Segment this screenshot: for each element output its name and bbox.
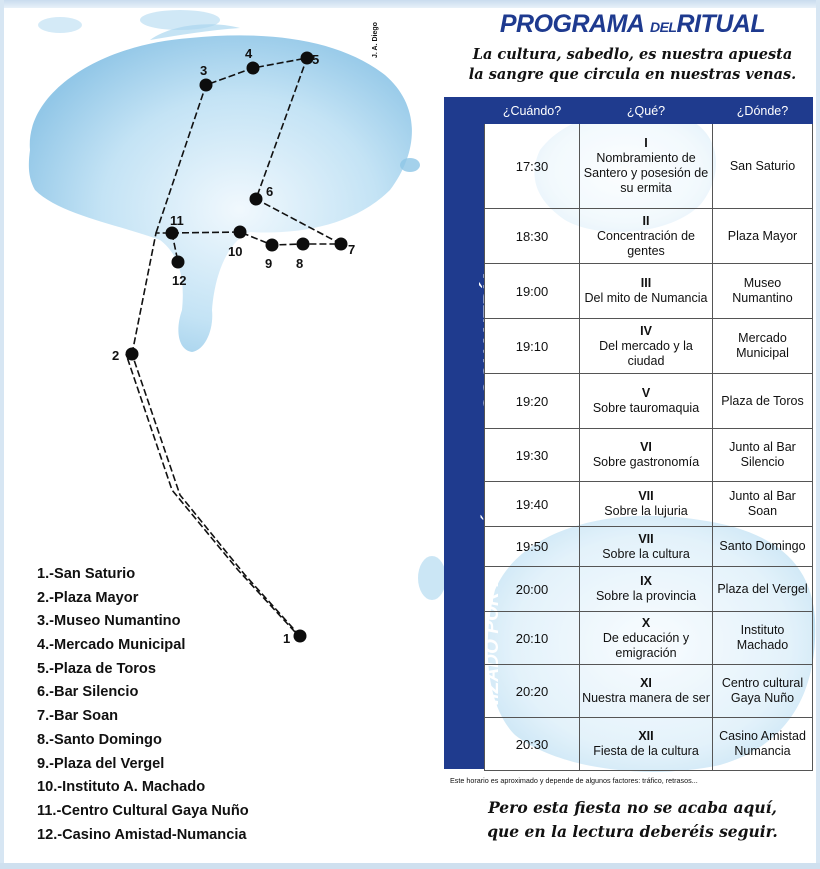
schedule-place: Mercado Municipal [713,319,813,374]
activity-description: Sobre la provincia [595,589,697,603]
schedule-time: 20:10 [485,612,580,665]
stop-number: 6 [266,184,274,199]
route-segment [172,232,341,245]
schedule-activity [580,527,713,567]
side-banner [444,97,484,769]
schedule-row [485,209,813,264]
legend-item: 3.-Museo Numantino [37,613,181,630]
activity-description: Del mito de Numancia [584,291,708,305]
schedule-place: Plaza Mayor [713,209,813,264]
route-segment [156,58,341,244]
legend-item: 9.-Plaza del Vergel [37,755,165,772]
schedule-activity [580,612,713,665]
window-bottom-edge [0,863,820,869]
schedule-row [485,124,813,209]
schedule-time: 20:00 [485,567,580,612]
activity-number: X [641,615,651,630]
schedule-time: 19:30 [485,429,580,482]
activity-number: XII [638,729,654,743]
legend-item: 5.-Plaza de Toros [37,660,156,677]
activity-number: V [641,386,651,400]
activity-number: VI [640,440,652,454]
stop-number: 2 [112,348,120,363]
schedule-row [485,319,813,374]
closing-text [445,796,820,844]
stop-marker [294,630,307,643]
schedule-activity [580,665,713,718]
legend-item: 7.-Bar Soan [37,708,119,725]
activity-number: XI [640,676,652,690]
activity-description: Nuestra manera de ser [582,691,710,705]
stop-marker [250,193,263,206]
legend-item: 2.-Plaza Mayor [37,589,139,606]
activity-number: IX [640,574,652,588]
activity-description: Sobre la lujuria [604,504,688,518]
schedule-time: 20:30 [485,718,580,771]
schedule-time: 19:00 [485,264,580,319]
stop-marker [234,226,247,239]
stop-marker [172,256,185,269]
stop-number: 5 [312,52,320,67]
side-banner-text-main: AMENIZADO POR LAS MÚSICAS DE: [482,411,503,755]
schedule-row [485,264,813,319]
stop-number: 11 [170,213,184,228]
schedule-place: San Saturio [713,124,813,209]
stop-marker [266,239,279,252]
legend-item: 4.-Mercado Municipal [37,637,186,654]
activity-description: De educación y emigración [602,630,690,660]
subtitle-line-1: La cultura, sabedlo, es nuestra apuesta [472,46,793,63]
schedule-row [485,612,813,665]
stop-number: 1 [283,631,291,646]
activity-number: II [642,213,650,228]
activity-number: VII [638,489,654,503]
stop-marker [200,79,213,92]
legend-item: 12.-Casino Amistad-Numancia [37,826,247,843]
schedule-time: 17:30 [485,124,580,209]
activity-number: III [640,276,652,290]
column-header-when: ¿Cuándo? [485,98,580,124]
activity-description: Sobre la cultura [602,546,690,561]
schedule-place: Junto al Bar Soan [713,482,813,527]
page-title [445,10,820,39]
schedule-time: 18:30 [485,209,580,264]
schedule-place: Santo Domingo [713,527,813,567]
stop-number: 4 [245,46,253,61]
legend-item: 1.-San Saturio [37,566,136,582]
schedule-activity [580,429,713,482]
title-part-del: DEL [649,19,677,35]
schedule-place: Centro cultural Gaya Nuño [713,665,813,718]
schedule-time: 19:50 [485,527,580,567]
title-part-ritual: RITUAL [676,10,766,38]
schedule-place: Plaza de Toros [713,374,813,429]
schedule-activity [580,567,713,612]
schedule-place: Plaza del Vergel [713,567,813,612]
schedule-row [485,374,813,429]
map-legend [37,563,249,847]
schedule-time: 19:40 [485,482,580,527]
schedule-activity [580,319,713,374]
schedule-time: 19:20 [485,374,580,429]
stop-number: 12 [172,273,187,288]
activity-number: VII [638,531,654,546]
closing-line-2: que en la lectura deberéis seguir. [487,822,778,841]
schedule-place: Casino Amistad Numancia [713,718,813,771]
activity-number: IV [640,323,652,338]
schedule-activity [580,209,713,264]
schedule-time: 20:20 [485,665,580,718]
schedule-place: Junto al Bar Silencio [713,429,813,482]
map-credit: J. A. Diego [372,22,379,58]
legend-item: 8.-Santo Domingo [37,731,162,748]
schedule-place: Instituto Machado [713,612,813,665]
schedule-row [485,665,813,718]
schedule-row [485,567,813,612]
stop-marker [335,238,348,251]
stop-marker [297,238,310,251]
route-segment [132,233,172,354]
schedule-row [485,718,813,771]
schedule-note: Este horario es aproximado y depende de algunos factores: tráfico, retrasos... [450,776,698,785]
activity-description: Nombramiento de Santero y posesión de su ermita [583,151,709,195]
route-path [126,58,341,636]
schedule-activity [580,482,713,527]
side-banner-text-band: SOCHANTRÍA [480,270,503,412]
stop-number: 3 [200,63,208,78]
schedule-row [485,527,813,567]
legend-item: 6.-Bar Silencio [37,684,139,701]
schedule-place: Museo Numantino [713,264,813,319]
stop-marker [126,348,139,361]
schedule-table [484,97,813,771]
schedule-activity [580,124,713,209]
activity-description: Sobre tauromaquia [592,401,700,415]
closing-line-1: Pero esta fiesta no se acaba aquí, [488,798,777,817]
column-header-where: ¿Dónde? [713,98,813,124]
stop-number: 10 [228,244,243,259]
stop-marker [166,227,179,240]
schedule-row [485,429,813,482]
title-part-programa: PROGRAMA [499,10,644,38]
activity-number: I [644,136,648,150]
column-header-what: ¿Qué? [580,98,713,124]
legend-item: 10.-Instituto A. Machado [37,779,206,796]
stop-number: 7 [348,242,356,257]
schedule-activity [580,264,713,319]
schedule-time: 19:10 [485,319,580,374]
schedule-activity [580,374,713,429]
stop-number: 9 [265,256,273,271]
legend-item: 11.-Centro Cultural Gaya Nuño [37,802,249,819]
stop-number: 8 [296,256,304,271]
schedule-row [485,482,813,527]
schedule-activity [580,718,713,771]
stop-marker [247,62,260,75]
subtitle [445,45,820,85]
subtitle-line-2: la sangre que circula en nuestras venas. [468,66,797,83]
activity-description: Fiesta de la cultura [593,744,699,758]
activity-description: Sobre gastronomía [592,455,700,469]
activity-description: Concentración de gentes [597,228,695,258]
schedule-header-row [485,98,813,124]
activity-description: Del mercado y la ciudad [599,338,693,368]
